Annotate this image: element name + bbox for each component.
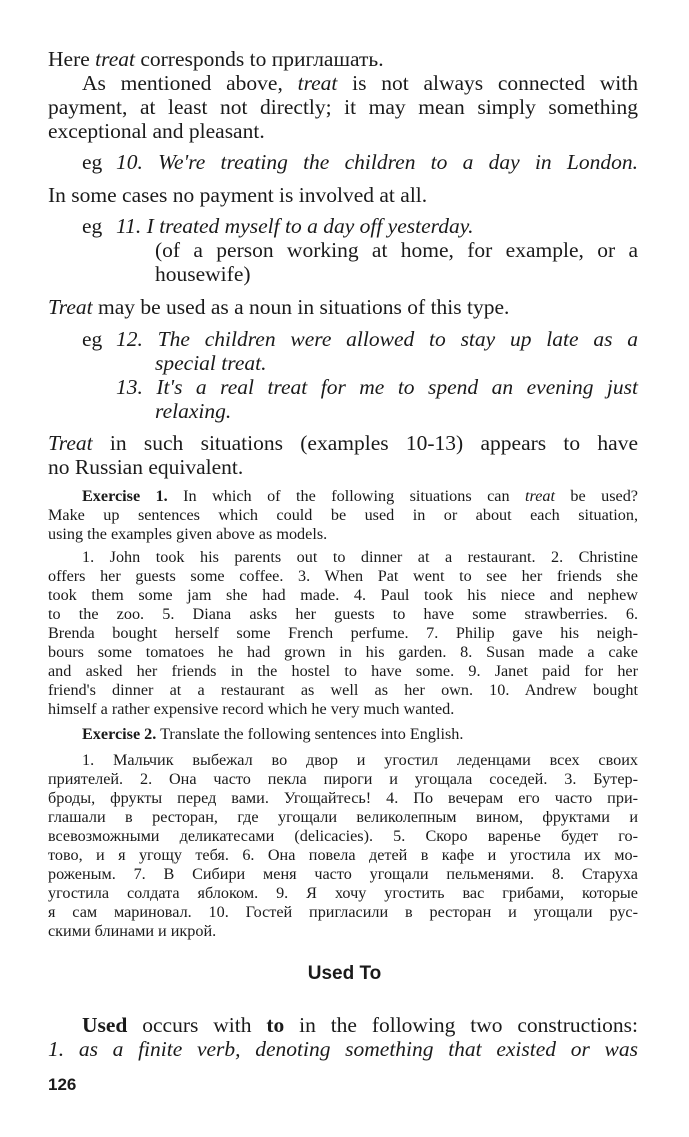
section-heading: Used To (307, 963, 382, 984)
exercise1-intro: using the examples given above as models. (48, 525, 328, 543)
exercise1-text: himself a rather expensive record which he very much wanted. (48, 700, 455, 718)
exercise1-text: to the zoo. 5. Diana asks her guests to have some strawberries. 6. (48, 605, 638, 623)
exercise2-text: скими блинами и икрой. (48, 922, 217, 940)
exercise1-text: 1. John took his parents out to dinner at a restaurant. 2. Christine (82, 548, 638, 566)
text-line: Here treat corresponds to приглашать. (48, 47, 384, 71)
exercise1-text: friend's dinner at a restaurant as well as her own. 10. Andrew bought (48, 681, 638, 699)
example-sentence: special treat. (155, 351, 267, 375)
text-line: Treat in such situations (examples 10-13) appears to have (48, 431, 638, 455)
text-line: Treat may be used as a noun in situations of this type. (48, 295, 510, 319)
exercise1-text: offers her guests some coffee. 3. When Pat went to see her friends she (48, 567, 638, 585)
example-note: (of a person working at home, for example, or a (155, 238, 638, 262)
example-marker: eg (82, 327, 103, 351)
example-sentence: 11. I treated myself to a day off yesterday. (116, 214, 474, 238)
exercise1-text: took them some jam she had made. 4. Paul took his niece and nephew (48, 586, 638, 604)
exercise1-text: Brenda bought herself some French perfume. 7. Philip gave his neigh- (48, 624, 638, 642)
text-line: Used occurs with to in the following two constructions: (82, 1013, 639, 1037)
example-sentence: relaxing. (155, 399, 232, 423)
exercise1-text: and asked her friends in the hostel to have some. 9. Janet paid for her (48, 662, 638, 680)
text-line: no Russian equivalent. (48, 455, 244, 479)
exercise2-text: глашали в ресторан, где угощали великолепным вином, фруктами и (48, 808, 638, 826)
exercise1-intro: Exercise 1. In which of the following situations can treat be used? (82, 487, 638, 505)
example-sentence: 13. It's a real treat for me to spend an evening just (116, 375, 638, 399)
exercise2-text: всевозможными деликатесами (delicacies). 5. Скоро варенье будет го- (48, 827, 638, 845)
exercise2-text: броды, фрукты перед вами. Угощайтесь! 4. По вечерам его часто при- (48, 789, 638, 807)
text-line: payment, at least not directly; it may mean simply something (48, 95, 638, 119)
example-note: housewife) (155, 262, 251, 286)
example-sentence: 10. We're treating the children to a day in London. (116, 150, 638, 174)
page-number: 126 (48, 1075, 77, 1094)
text-line: As mentioned above, treat is not always connected with (82, 71, 639, 95)
example-marker: eg (82, 214, 103, 238)
exercise2-text: я сам мариновал. 10. Гостей пригласили в ресторан и угощали рус- (48, 903, 638, 921)
text-line: exceptional and pleasant. (48, 119, 265, 143)
exercise1-text: bours some tomatoes he had grown in his garden. 8. Susan made a cake (48, 643, 638, 661)
text-line: In some cases no payment is involved at all. (48, 183, 428, 207)
exercise2-text: 1. Мальчик выбежал во двор и угостил леденцами всех своих (82, 751, 638, 769)
exercise1-intro: Make up sentences which could be used in or about each situation, (48, 506, 638, 524)
exercise2-text: угостила солдата яблоком. 9. Я хочу угостить вас грибами, которые (48, 884, 638, 902)
exercise2-text: роженым. 7. В Сибири меня часто угощали пельменями. 8. Старуха (48, 865, 638, 883)
exercise2-text: приятелей. 2. Она часто пекла пироги и угощала соседей. 3. Бутер- (48, 770, 638, 788)
example-marker: eg (82, 150, 103, 174)
exercise2-intro: Exercise 2. Translate the following sentences into English. (82, 725, 464, 743)
text-line: 1. as a finite verb, denoting something that existed or was (48, 1037, 638, 1061)
example-sentence: 12. The children were allowed to stay up late as a (116, 327, 638, 351)
exercise2-text: тово, и я угощу тебя. 6. Она повела детей в кафе и угостила их мо- (48, 846, 638, 864)
